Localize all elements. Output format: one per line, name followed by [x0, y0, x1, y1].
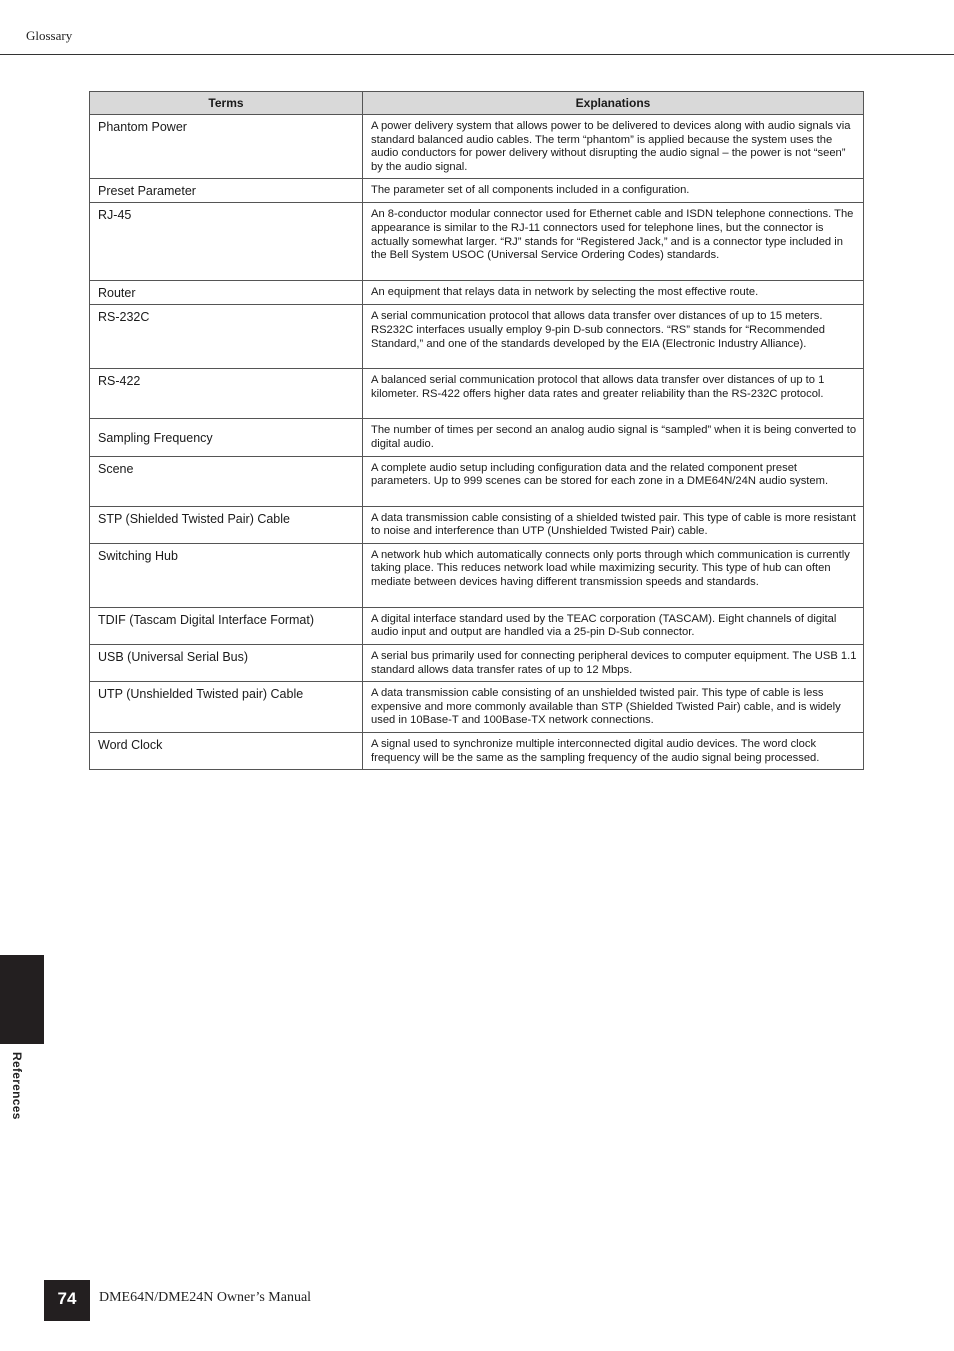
explanation-cell: The parameter set of all components included in a configuration.: [363, 179, 864, 203]
term-cell: STP (Shielded Twisted Pair) Cable: [90, 506, 363, 543]
table-row: [90, 305, 864, 369]
explanation-cell: A signal used to synchronize multiple interconnected digital audio devices. The word clock frequency will be the same as the sampling frequency of the audio signal being processed.: [363, 732, 864, 769]
term-cell: UTP (Unshielded Twisted pair) Cable: [90, 682, 363, 733]
explanation-cell: A power delivery system that allows power to be delivered to devices along with audio signals via standard balanced audio cables. The term “phantom” is applied because the system uses the audio conductors for power delivery without disrupting the audio signal – the power is not “seen” by the audio signal.: [363, 115, 864, 179]
table-row: [90, 543, 864, 607]
term-cell: Sampling Frequency: [90, 419, 363, 456]
table-row: [90, 281, 864, 305]
term-cell: RS-232C: [90, 305, 363, 369]
table-row: [90, 203, 864, 281]
table-row: [90, 682, 864, 733]
table-row: [90, 732, 864, 769]
explanation-cell: An equipment that relays data in network by selecting the most effective route.: [363, 281, 864, 305]
term-cell: USB (Universal Serial Bus): [90, 644, 363, 681]
explanation-cell: A balanced serial communication protocol that allows data transfer over distances of up to 1 kilometer. RS-422 offers higher data rates and greater reliability than the RS-232C protocol.: [363, 369, 864, 419]
term-cell: Scene: [90, 456, 363, 506]
table-row: [90, 115, 864, 179]
explanation-cell: A data transmission cable consisting of an unshielded twisted pair. This type of cable is less expensive and more commonly available than STP (Shielded Twisted Pair) cable, and is widely used in 10Base-T and 100Base-TX network connections.: [363, 682, 864, 733]
table-row: [90, 644, 864, 681]
term-cell: RS-422: [90, 369, 363, 419]
manual-title: DME64N/DME24N Owner’s Manual: [99, 1290, 312, 1305]
term-cell: RJ-45: [90, 203, 363, 281]
explanation-cell: A serial bus primarily used for connecting peripheral devices to computer equipment. The USB 1.1 standard allows data transfer rates of up to 12 Mbps.: [363, 644, 864, 681]
table-header-row: [90, 92, 864, 115]
glossary-table: [89, 91, 864, 770]
explanation-cell: The number of times per second an analog audio signal is “sampled” when it is being converted to digital audio.: [363, 419, 864, 456]
explanation-cell: A data transmission cable consisting of a shielded twisted pair. This type of cable is more resistant to noise and interference than UTP (Unshielded Twisted Pair) cable.: [363, 506, 864, 543]
table-row: [90, 369, 864, 419]
term-cell: Router: [90, 281, 363, 305]
explanation-cell: An 8-conductor modular connector used for Ethernet cable and ISDN telephone connections. The appearance is similar to the RJ-11 connectors used for telephone lines, but the connector is actually somewhat larger. “RJ” stands for “Registered Jack,” and is a connector type included in the Bell System USOC (Universal Service Ordering Codes) standards.: [363, 203, 864, 281]
explanation-cell: A digital interface standard used by the TEAC corporation (TASCAM). Eight channels of digital audio input and output are handled via a 25-pin D-Sub connector.: [363, 607, 864, 644]
column-header-explanations: Explanations: [363, 92, 864, 115]
table-row: [90, 456, 864, 506]
table-row: [90, 179, 864, 203]
section-header: Glossary: [26, 28, 73, 43]
section-tab-label: References: [10, 1052, 24, 1120]
term-cell: Switching Hub: [90, 543, 363, 607]
explanation-cell: A serial communication protocol that allows data transfer over distances of up to 15 meters. RS232C interfaces usually employ 9-pin D-sub connectors. “RS” stands for “Recommended Standard,” and one of the standards developed by the EIA (Electronic Industry Alliance).: [363, 305, 864, 369]
section-tab: [0, 955, 44, 1044]
explanation-cell: A complete audio setup including configuration data and the related component preset parameters. Up to 999 scenes can be stored for each zone in a DME64N/24N audio system.: [363, 456, 864, 506]
term-cell: TDIF (Tascam Digital Interface Format): [90, 607, 363, 644]
column-header-terms: Terms: [90, 92, 363, 115]
table-row: [90, 419, 864, 456]
term-cell: Phantom Power: [90, 115, 363, 179]
table-row: [90, 607, 864, 644]
term-cell: Word Clock: [90, 732, 363, 769]
page-number: 74: [44, 1280, 90, 1321]
header-rule: [0, 54, 954, 55]
table-row: [90, 506, 864, 543]
explanation-cell: A network hub which automatically connects only ports through which communication is currently taking place. This reduces network load while maximizing security. This type of hub can often mediate between devices having different transmission speeds and standards.: [363, 543, 864, 607]
term-cell: Preset Parameter: [90, 179, 363, 203]
